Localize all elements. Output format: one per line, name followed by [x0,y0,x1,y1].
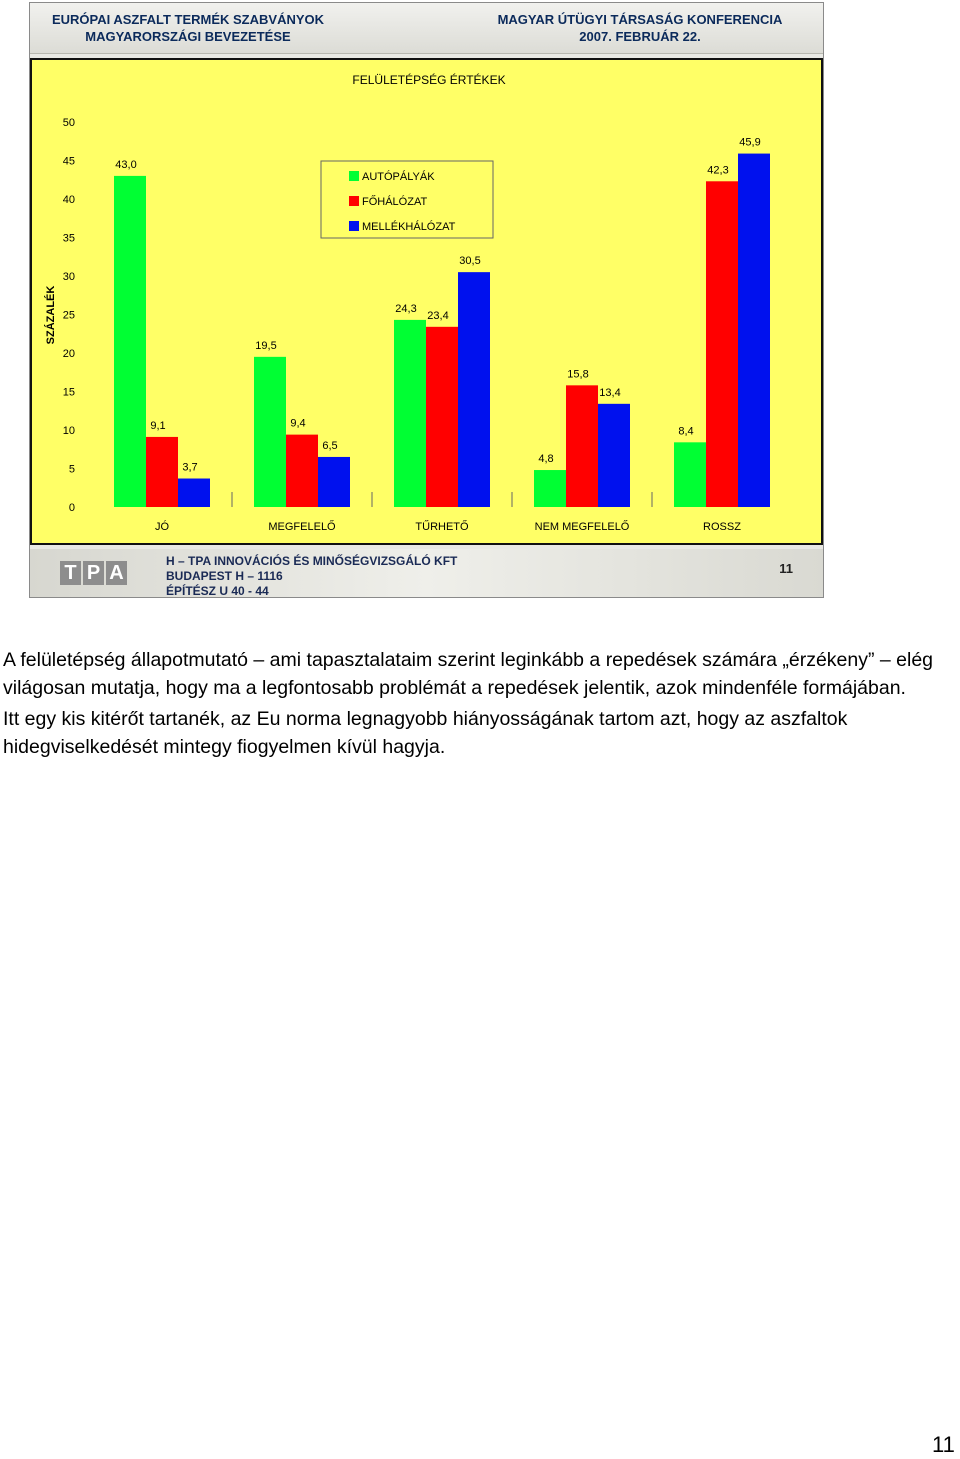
chart-panel [30,58,823,545]
y-tick-label: 20 [62,348,75,360]
company-name: H – TPA INNOVÁCIÓS ÉS MINŐSÉGVIZSGÁLÓ KFT [166,554,458,568]
bar [114,176,146,507]
company-address [166,554,457,599]
y-tick-label: 15 [62,386,75,399]
company-city: BUDAPEST H – 1116 [166,569,283,583]
paragraph: A felületépség állapotmutató – ami tapasztalataim szerint leginkább a repedések számára „érzékeny” – elég világosan mutatja, hogy ma a legfontosabb problémát a repedések jelentik, azok mindenféle formájában. [3,649,934,699]
slide [29,2,824,598]
data-label: 8,4 [678,425,694,438]
data-label: 4,8 [538,453,554,466]
body-text [3,646,953,764]
header-right-line2: 2007. FEBRUÁR 22. [579,29,701,44]
bar [254,357,286,507]
y-tick-label: 25 [62,309,75,322]
slide-footer [30,549,823,597]
bar [738,154,770,507]
bar [534,470,566,507]
y-tick-label: 10 [62,425,75,437]
x-tick-label: NEM MEGFELELŐ [534,521,630,533]
logo-letter: A [106,561,127,585]
data-label: 9,4 [290,417,306,430]
bar [426,327,458,507]
data-label: 42,3 [707,164,729,177]
x-tick-label: ROSSZ [703,521,741,533]
bar [286,435,318,507]
data-label: 43,0 [115,158,137,171]
data-label: 23,4 [427,309,449,322]
header-right [490,11,790,45]
y-tick-label: 45 [62,155,75,168]
y-tick-label: 30 [62,271,75,283]
bar [566,385,598,507]
chart-title: FELÜLETÉPSÉG ÉRTÉKEK [352,73,506,87]
header-left [38,11,338,45]
legend-swatch [349,196,359,206]
bar [318,457,350,507]
legend-label: MELLÉKHÁLÓZAT [362,221,456,233]
data-label: 45,9 [739,136,761,149]
y-tick-label: 35 [62,232,75,245]
y-tick-label: 40 [62,194,75,206]
company-street: ÉPÍTÉSZ U 40 - 44 [166,584,269,598]
header-right-line1: MAGYAR ÚTÜGYI TÁRSASÁG KONFERENCIA [497,12,783,27]
logo-letter: P [83,561,104,585]
logo-letter: T [60,561,81,585]
data-label: 9,1 [150,419,166,432]
slide-header [30,3,823,54]
bar [598,404,630,507]
data-label: 19,5 [255,339,277,352]
bar-chart [32,60,821,543]
y-axis-label: SZÁZALÉK [45,285,57,345]
paragraph: Itt egy kis kitérőt tartanék, az Eu norma legnagyobb hiányosságának tartom azt, hogy az aszfaltok hidegviselkedését mintegy fiogyelmen kívül hagyja. [3,708,848,758]
x-tick-label: JÓ [154,521,170,533]
y-tick-label: 5 [68,463,75,476]
data-label: 3,7 [182,461,198,474]
x-tick-label: TŰRHETŐ [415,521,469,533]
data-label: 24,3 [395,302,417,315]
legend-swatch [349,221,359,231]
bar [146,437,178,507]
data-label: 13,4 [599,386,621,399]
tpa-logo [60,561,127,585]
bar [706,181,738,507]
bar [674,442,706,507]
bar [178,479,210,507]
header-left-line1: EURÓPAI ASZFALT TERMÉK SZABVÁNYOK [51,12,325,27]
page-number: 11 [932,1432,955,1457]
legend-label: FŐHÁLÓZAT [362,196,428,208]
data-label: 6,5 [322,439,338,452]
data-label: 15,8 [567,368,589,381]
legend-label: AUTÓPÁLYÁK [362,171,435,183]
y-tick-label: 50 [62,117,75,129]
header-left-line2: MAGYARORSZÁGI BEVEZETÉSE [85,29,291,44]
x-tick-label: MEGFELELŐ [268,521,336,533]
data-label: 30,5 [459,255,481,268]
bar [394,320,426,507]
legend-swatch [349,171,359,181]
y-tick-label: 0 [68,502,75,514]
slide-number: 11 [779,561,793,576]
bar [458,272,490,507]
